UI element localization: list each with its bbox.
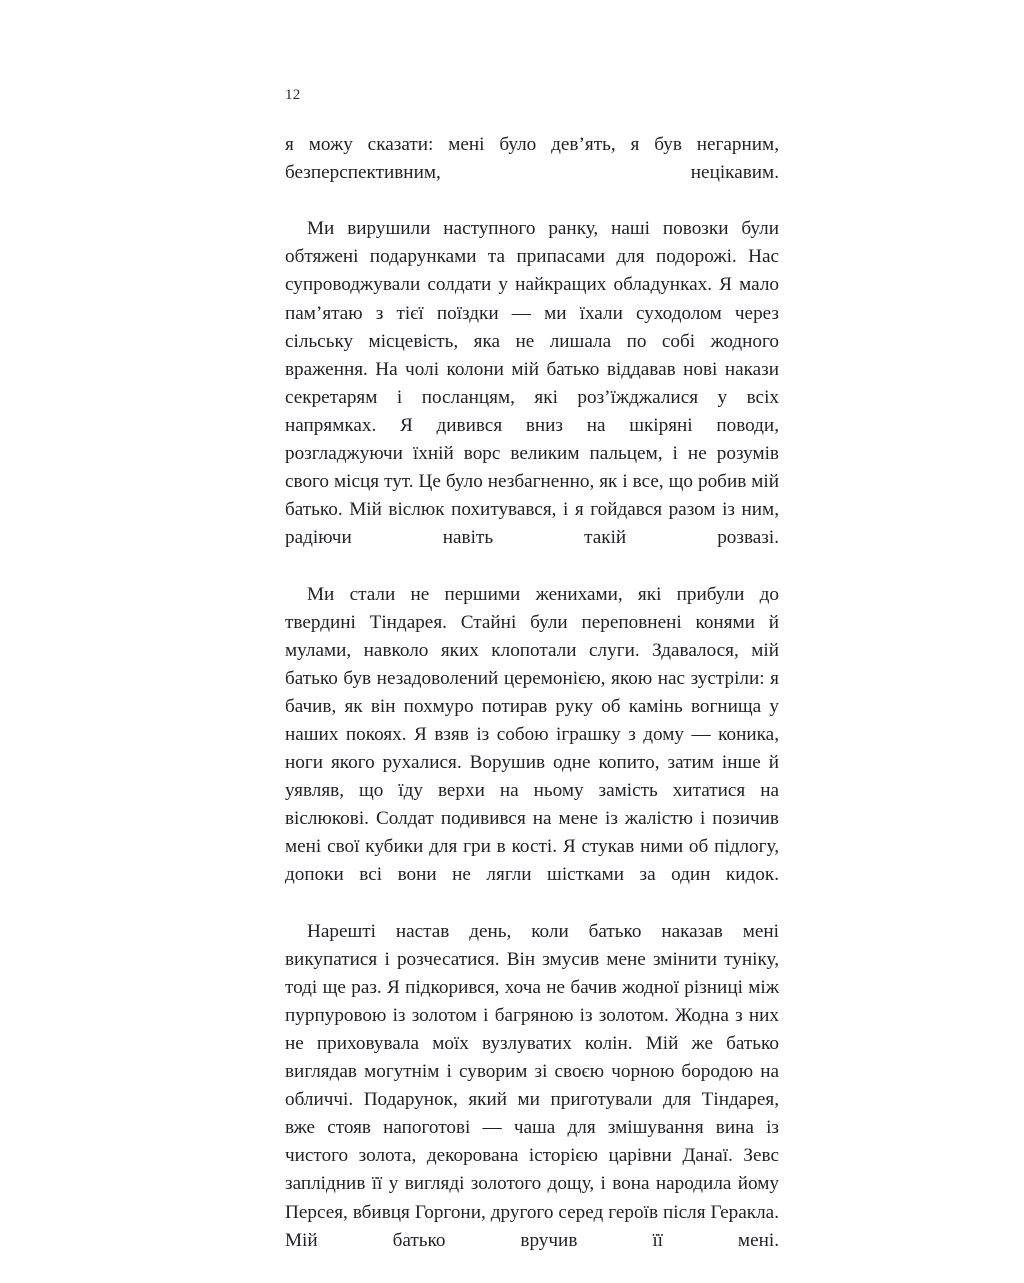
page-number: 12 xyxy=(285,87,301,103)
paragraph-suitors: Ми стали не першими женихами, які прибули до твердині Тіндарея. Стайні були переповнені конями й мулами, навколо яких клопотали слуги. Здавалося, мій батько був незадоволений церемонією, якою нас зустріли: я бачив, як він похмуро потирав руку об камінь вогнища у наших покоях. Я взяв із собою іграшку з дому — коника, ноги якого рухалися. Ворушив одне копито, затим інше й уявляв, що їду верхи на ньому замість хитатися на віслюкові. Солдат подивився на мене із жалістю і позичив мені свої кубики для гри в кості. Я стукав ними об підлогу, допоки всі вони не лягли шістками за один кидок. xyxy=(285,583,779,886)
paragraph-gift: Нарешті настав день, коли батько наказав мені викупатися і розчесатися. Він змусив мене змінити туніку, тоді ще раз. Я підкорився, хоча не бачив жодної різниці між пурпуровою із золотом і багряною із золотом. Жодна з них не приховувала моїх вузлуватих колін. Мій же батько виглядав могутнім і суворим зі своєю чорною бородою на обличчі. Подарунок, який ми приготували для Тіндарея, вже стояв напоготові — чаша для змішування вина із чистого золота, декорована історією царівни Данаї. Зевс запліднив її у вигляді золотого дощу, і вона народила йому Персея, вбивця Горгони, другого серед героїв після Геракла. Мій батько вручив її мені. xyxy=(285,920,779,1251)
body-text xyxy=(285,131,779,1283)
paragraph-continued: я можу сказати: мені було дев’ять, я був негарним, безперспективним, нецікавим. xyxy=(285,134,779,184)
paragraph-departure: Ми вирушили наступного ранку, наші повозки були обтяжені подарунками та припасами для подорожі. Нас супроводжували солдати у найкращих обладунках. Я мало пам’ятаю з тієї поїздки — ми їхали суходолом через сільську місцевість, яка не лишала по собі жодного враження. На чолі колони мій батько віддавав нові накази секретарям і посланцям, які роз’їжджалися у всіх напрямках. Я дивився вниз на шкіряні поводи, розгладжуючи їхній ворс великим пальцем, і не розумів свого місця тут. Це було незбагненно, як і все, що робив мій батько. Мій віслюк похитувався, і я гойдався разом із ним, радіючи навіть такій розвазі. xyxy=(285,218,779,549)
